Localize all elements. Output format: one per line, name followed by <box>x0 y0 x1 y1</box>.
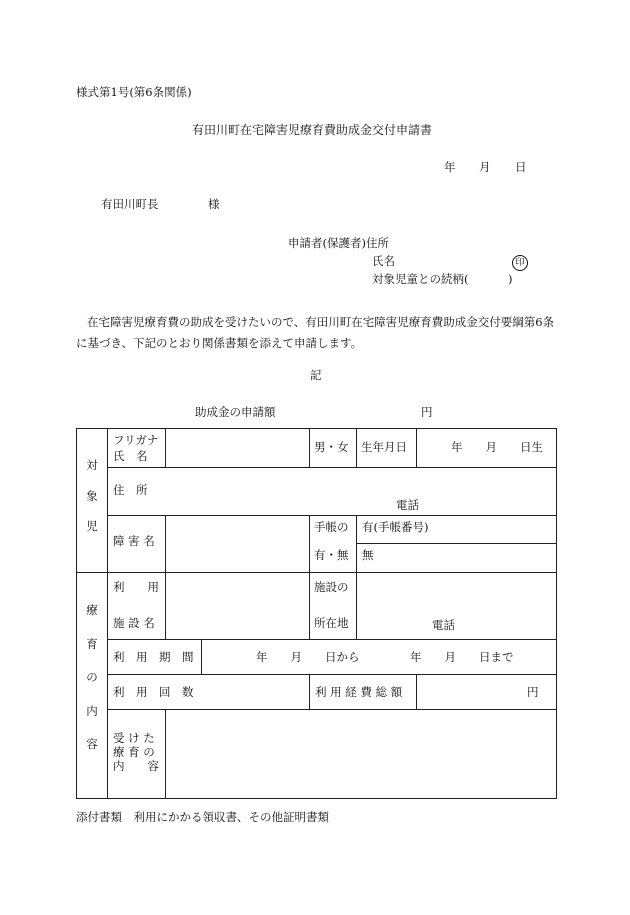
location-label-line1: 施設の <box>314 580 349 594</box>
attachments-note: 添付書類 利用にかかる領収書、その他証明書類 <box>76 810 329 824</box>
application-form-table <box>76 428 557 799</box>
relation-close: ) <box>508 272 513 286</box>
count-label: 利 用 回 数 <box>113 685 194 699</box>
facility-label-line1: 利 用 <box>113 580 159 594</box>
birthdate-label: 生年月日 <box>361 440 407 454</box>
period-label: 利 用 期 間 <box>113 650 194 664</box>
furigana-label: フリガナ <box>113 433 159 447</box>
form-title: 有田川町在宅障害児療育費助成金交付申請書 <box>192 123 433 137</box>
expense-label: 利 用 経 費 総 額 <box>315 685 403 699</box>
ki-heading: 記 <box>310 368 322 382</box>
form-number: 様式第1号(第6条関係) <box>76 85 192 99</box>
addressee: 有田川町長 <box>101 197 159 211</box>
facility-phone-label: 電話 <box>432 618 455 632</box>
period-to-field[interactable]: 年 月 日まで <box>410 650 514 664</box>
facility-label-line2: 施 設 名 <box>113 616 155 630</box>
relation-label: 対象児童との続柄( <box>372 272 469 286</box>
techo-yes-option[interactable]: 有(手帳番号) <box>362 520 429 534</box>
period-from-field[interactable]: 年 月 日から <box>256 650 360 664</box>
child-section-label: 対 象 児 <box>86 458 98 533</box>
applicant-address-label: 申請者(保護者)住所 <box>288 236 389 250</box>
techo-no-option[interactable]: 無 <box>362 548 374 562</box>
application-statement: 在宅障害児療育費の助成を受けたいので、有田川町在宅障害児療育費助成金交付要綱第6条に基づき、下記のとおり関係書類を添えて申請します。 <box>76 315 555 350</box>
date-month-label: 月 <box>479 160 491 174</box>
child-name-label: 氏 名 <box>113 449 148 463</box>
child-address-label: 住 所 <box>113 483 148 497</box>
section-divider <box>76 572 557 573</box>
amount-label: 助成金の申請額 <box>195 405 276 419</box>
gender-select[interactable]: 男・女 <box>314 440 349 454</box>
seal-mark <box>512 255 528 271</box>
seal-icon: 印 <box>512 255 528 271</box>
techo-label-line2: 有・無 <box>314 548 349 562</box>
disability-label: 障 害 名 <box>113 534 155 548</box>
date-year-label: 年 <box>444 160 456 174</box>
location-label-line2: 所在地 <box>314 616 349 630</box>
expense-unit: 円 <box>527 685 539 699</box>
addressee-honorific: 様 <box>208 197 220 211</box>
care-content-label: 受 け た 療 育 の 内 容 <box>113 731 159 773</box>
birthdate-field[interactable]: 年 月 日生 <box>451 440 543 454</box>
amount-unit: 円 <box>421 405 433 419</box>
techo-label-line1: 手帳の <box>314 520 349 534</box>
date-day-label: 日 <box>515 160 527 174</box>
child-phone-label: 電話 <box>396 498 419 512</box>
applicant-name-label: 氏名 <box>372 254 395 268</box>
care-section-label: 療 育 の 内 容 <box>86 603 98 751</box>
